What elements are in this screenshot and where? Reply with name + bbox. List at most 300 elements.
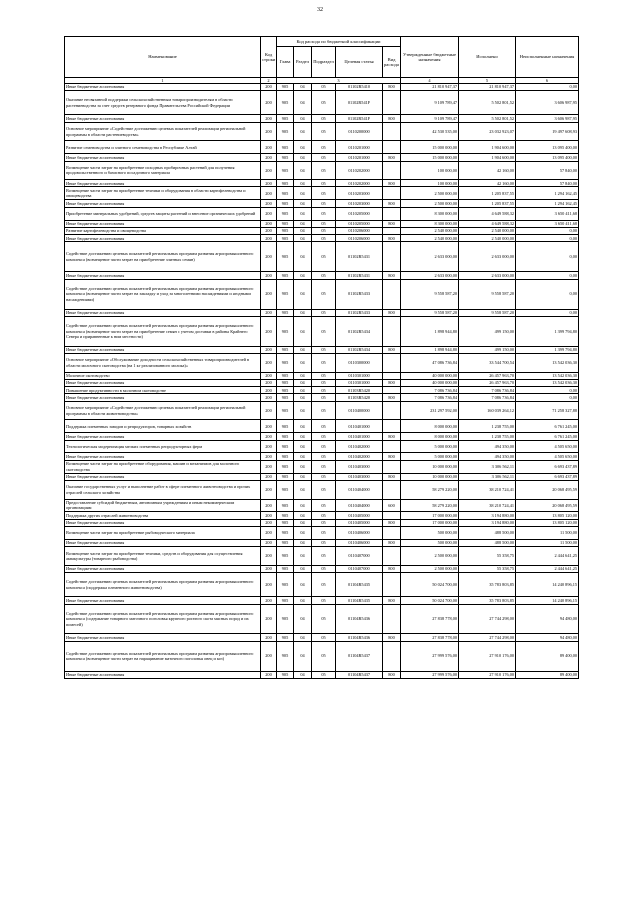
table-row <box>65 547 579 566</box>
row-code: 200 <box>261 604 277 634</box>
row-chapter: 905 <box>277 161 294 180</box>
row-name: Содействие достижению целевых показателей региональных программ развития агропромышленного комплекса (возмещение части затрат на закладку и уход за многолетними насаждениями и ягодными насаждениями) <box>65 279 261 309</box>
row-name: Технологическая модернизация мелких племенных репродукторных ферм <box>65 440 261 453</box>
row-subsection: 05 <box>312 227 336 234</box>
row-chapter: 905 <box>277 519 294 526</box>
row-unexecuted: 94 480,00 <box>516 634 579 641</box>
row-section: 04 <box>294 512 312 519</box>
table-row <box>65 604 579 634</box>
row-section: 04 <box>294 547 312 566</box>
row-target: 01102R5431 <box>336 242 383 272</box>
table-row <box>65 122 579 141</box>
row-section: 04 <box>294 604 312 634</box>
row-expense-type <box>383 141 401 154</box>
row-name: Возмещение части затрат на приобретение техники и оборудования в области картофелеводства и овощеводства <box>65 187 261 200</box>
row-subsection: 05 <box>312 207 336 220</box>
row-section: 04 <box>294 671 312 678</box>
row-expense-type: 800 <box>383 346 401 353</box>
row-expense-type: 800 <box>383 671 401 678</box>
row-target: 0110407000 <box>336 547 383 566</box>
row-approved: 47 086 736,84 <box>401 353 459 372</box>
table-row <box>65 235 579 242</box>
row-chapter: 905 <box>277 372 294 379</box>
row-code: 200 <box>261 272 277 279</box>
row-approved: 500 000,00 <box>401 527 459 540</box>
row-approved: 2 500 000,00 <box>401 200 459 207</box>
row-unexecuted: 1 399 794,80 <box>516 316 579 346</box>
row-name: Содействие достижению целевых показателей региональных программ развития агропромышленного комплекса (содержание товарного маточного поголовья крупного рогатого скота мясных пород и их помесей) <box>65 604 261 634</box>
row-approved: 17 000 000,00 <box>401 512 459 519</box>
row-name: Иные бюджетные ассигнования <box>65 519 261 526</box>
row-code: 200 <box>261 207 277 220</box>
row-name: Иные бюджетные ассигнования <box>65 115 261 122</box>
table-row <box>65 433 579 440</box>
row-target: 0110403000 <box>336 460 383 473</box>
row-unexecuted: 1 399 794,80 <box>516 346 579 353</box>
row-approved: 15 000 000,00 <box>401 141 459 154</box>
row-executed: 3 306 562,11 <box>459 473 516 480</box>
row-name: Повышение продуктивности в молочном скотоводстве <box>65 387 261 394</box>
row-approved: 8 300 000,00 <box>401 207 459 220</box>
row-target: 0110406000 <box>336 539 383 546</box>
row-name: Иные бюджетные ассигнования <box>65 84 261 91</box>
row-code: 200 <box>261 187 277 200</box>
row-approved: 50 024 700,00 <box>401 573 459 597</box>
row-executed: 1 238 755,00 <box>459 433 516 440</box>
row-approved: 1 898 944,80 <box>401 346 459 353</box>
row-target: 0110400000 <box>336 401 383 420</box>
row-section: 04 <box>294 91 312 115</box>
row-code: 200 <box>261 597 277 604</box>
row-target: 0110203000 <box>336 200 383 207</box>
row-expense-type: 800 <box>383 597 401 604</box>
row-unexecuted: 3 606 987,95 <box>516 115 579 122</box>
row-section: 04 <box>294 200 312 207</box>
table-row <box>65 242 579 272</box>
row-executed: 38 210 724,41 <box>459 480 516 499</box>
row-chapter: 905 <box>277 272 294 279</box>
row-chapter: 905 <box>277 641 294 671</box>
row-expense-type: 800 <box>383 84 401 91</box>
row-subsection: 05 <box>312 180 336 187</box>
row-expense-type <box>383 480 401 499</box>
row-executed: 5 502 801,52 <box>459 91 516 115</box>
row-section: 04 <box>294 539 312 546</box>
row-target: 01102R5434 <box>336 346 383 353</box>
row-expense-type: 800 <box>383 154 401 161</box>
row-executed: 35 783 803,85 <box>459 573 516 597</box>
budget-execution-table <box>64 36 579 679</box>
row-code: 200 <box>261 91 277 115</box>
row-chapter: 905 <box>277 473 294 480</box>
row-section: 04 <box>294 379 312 386</box>
row-code: 200 <box>261 499 277 512</box>
row-approved: 7 086 736,84 <box>401 387 459 394</box>
row-expense-type: 800 <box>383 433 401 440</box>
row-unexecuted: 94 480,00 <box>516 604 579 634</box>
table-row <box>65 641 579 671</box>
row-target: 0110202000 <box>336 180 383 187</box>
row-target: 0110201000 <box>336 154 383 161</box>
row-section: 04 <box>294 235 312 242</box>
row-expense-type <box>383 573 401 597</box>
header-code: Код строки <box>261 37 277 78</box>
row-chapter: 905 <box>277 387 294 394</box>
row-name: Содействие достижению целевых показателей региональных программ развития агропромышленного комплекса (поддержка племенного животноводства) <box>65 573 261 597</box>
row-executed: 3 194 880,00 <box>459 512 516 519</box>
table-row <box>65 394 579 401</box>
row-target: 0110301000 <box>336 372 383 379</box>
row-expense-type: 800 <box>383 180 401 187</box>
header-target: Целевая статья <box>336 47 383 78</box>
row-chapter: 905 <box>277 279 294 309</box>
row-subsection: 05 <box>312 91 336 115</box>
row-name: Возмещение части затрат на приобретение оборудования, машин и механизмов для молочного скотоводства <box>65 460 261 473</box>
header-index: 3 <box>277 78 401 84</box>
table-row <box>65 480 579 499</box>
page-number: 32 <box>317 7 323 13</box>
row-approved: 2 540 000,00 <box>401 227 459 234</box>
row-expense-type <box>383 91 401 115</box>
row-expense-type <box>383 641 401 671</box>
table-row <box>65 316 579 346</box>
table-row <box>65 499 579 512</box>
row-code: 200 <box>261 242 277 272</box>
row-unexecuted: 57 840,00 <box>516 161 579 180</box>
row-target: 0110406000 <box>336 527 383 540</box>
row-name: Оказание несвязанной поддержки сельскохозяйственным товаропроизводителям в области растениеводства за счет средств резервного фонда Правительства Российской Федерации <box>65 91 261 115</box>
row-section: 04 <box>294 394 312 401</box>
row-target: 01102R541F <box>336 115 383 122</box>
row-code: 200 <box>261 227 277 234</box>
row-section: 04 <box>294 279 312 309</box>
row-expense-type <box>383 227 401 234</box>
row-chapter: 905 <box>277 565 294 572</box>
row-name: Иные бюджетные ассигнования <box>65 394 261 401</box>
row-unexecuted: 4 505 650,00 <box>516 440 579 453</box>
row-chapter: 905 <box>277 346 294 353</box>
row-section: 04 <box>294 453 312 460</box>
row-approved: 1 898 944,80 <box>401 316 459 346</box>
row-expense-type <box>383 242 401 272</box>
table-row <box>65 141 579 154</box>
row-subsection: 05 <box>312 634 336 641</box>
row-name: Иные бюджетные ассигнования <box>65 309 261 316</box>
row-expense-type <box>383 512 401 519</box>
row-executed: 55 358,75 <box>459 565 516 572</box>
row-code: 200 <box>261 433 277 440</box>
table-row <box>65 512 579 519</box>
row-chapter: 905 <box>277 207 294 220</box>
table-row <box>65 220 579 227</box>
row-unexecuted: 3 606 987,95 <box>516 91 579 115</box>
row-subsection: 05 <box>312 527 336 540</box>
row-code: 200 <box>261 539 277 546</box>
row-executed: 38 210 724,41 <box>459 499 516 512</box>
row-subsection: 05 <box>312 353 336 372</box>
table-body <box>65 84 579 679</box>
row-subsection: 05 <box>312 346 336 353</box>
row-unexecuted: 14 240 896,15 <box>516 597 579 604</box>
row-approved: 2 540 000,00 <box>401 235 459 242</box>
row-chapter: 905 <box>277 573 294 597</box>
row-subsection: 05 <box>312 84 336 91</box>
row-executed: 1 238 755,00 <box>459 420 516 433</box>
row-chapter: 905 <box>277 634 294 641</box>
row-subsection: 05 <box>312 440 336 453</box>
row-executed: 27 910 176,00 <box>459 641 516 671</box>
row-name: Иные бюджетные ассигнования <box>65 200 261 207</box>
row-target: 01102R5410 <box>336 84 383 91</box>
table-row <box>65 227 579 234</box>
row-expense-type <box>383 604 401 634</box>
row-subsection: 05 <box>312 200 336 207</box>
row-name: Приобретение минеральных удобрений, средств защиты растений и внесение органических удобрений <box>65 207 261 220</box>
row-name: Иные бюджетные ассигнования <box>65 235 261 242</box>
row-code: 200 <box>261 527 277 540</box>
row-executed: 7 086 736,84 <box>459 387 516 394</box>
row-executed: 7 086 736,84 <box>459 394 516 401</box>
row-unexecuted: 71 258 327,88 <box>516 401 579 420</box>
row-unexecuted: 20 068 495,59 <box>516 499 579 512</box>
row-approved: 42 530 535,00 <box>401 122 459 141</box>
header-chapter: Глава <box>277 47 294 78</box>
row-executed: 42 160,00 <box>459 180 516 187</box>
row-section: 04 <box>294 115 312 122</box>
row-name: Иные бюджетные ассигнования <box>65 346 261 353</box>
table-row <box>65 91 579 115</box>
row-target: 01104R5436 <box>336 604 383 634</box>
table-row <box>65 671 579 678</box>
row-target: 01102R541F <box>336 91 383 115</box>
row-name: Иные бюджетные ассигнования <box>65 220 261 227</box>
row-name: Возмещение части затрат на приобретение рыбоводческого материала <box>65 527 261 540</box>
row-unexecuted: 13 805 120,00 <box>516 512 579 519</box>
row-target: 0110203000 <box>336 187 383 200</box>
row-expense-type <box>383 372 401 379</box>
header-section: Раздел <box>294 47 312 78</box>
row-executed: 160 039 264,12 <box>459 401 516 420</box>
row-section: 04 <box>294 565 312 572</box>
row-unexecuted: 1 294 162,45 <box>516 187 579 200</box>
row-chapter: 905 <box>277 91 294 115</box>
row-unexecuted: 13 542 036,30 <box>516 353 579 372</box>
row-chapter: 905 <box>277 316 294 346</box>
row-section: 04 <box>294 401 312 420</box>
row-chapter: 905 <box>277 597 294 604</box>
row-name: Возмещение части затрат на приобретение техники, средств и оборудования для осуществления аквакультуры (товарного рыбоводства) <box>65 547 261 566</box>
row-approved: 27 838 778,00 <box>401 604 459 634</box>
row-code: 200 <box>261 547 277 566</box>
table-row <box>65 401 579 420</box>
row-expense-type: 800 <box>383 394 401 401</box>
row-subsection: 05 <box>312 379 336 386</box>
header-executed: Исполнено <box>459 37 516 78</box>
row-unexecuted: 0,00 <box>516 235 579 242</box>
row-expense-type <box>383 187 401 200</box>
row-approved: 5 000 000,00 <box>401 453 459 460</box>
table-row <box>65 634 579 641</box>
row-executed: 42 160,00 <box>459 161 516 180</box>
header-index: 4 <box>401 78 459 84</box>
row-unexecuted: 6 693 437,89 <box>516 473 579 480</box>
header-index: 1 <box>65 78 261 84</box>
row-chapter: 905 <box>277 115 294 122</box>
row-section: 04 <box>294 161 312 180</box>
row-code: 200 <box>261 309 277 316</box>
row-code: 200 <box>261 200 277 207</box>
row-chapter: 905 <box>277 242 294 272</box>
header-index: 2 <box>261 78 277 84</box>
row-approved: 100 000,00 <box>401 161 459 180</box>
row-name: Иные бюджетные ассигнования <box>65 565 261 572</box>
row-approved: 15 000 000,00 <box>401 154 459 161</box>
row-unexecuted: 0,00 <box>516 242 579 272</box>
table-row <box>65 154 579 161</box>
row-target: 01102R5433 <box>336 279 383 309</box>
row-expense-type <box>383 161 401 180</box>
row-expense-type <box>383 316 401 346</box>
row-approved: 40 000 000,00 <box>401 379 459 386</box>
row-name: Иные бюджетные ассигнования <box>65 379 261 386</box>
row-code: 200 <box>261 480 277 499</box>
row-name: Оказание государственных услуг и выполнение работ в сфере племенного животноводства и прочих отраслей сельского хозяйства <box>65 480 261 499</box>
row-subsection: 05 <box>312 316 336 346</box>
row-unexecuted: 6 761 245,00 <box>516 420 579 433</box>
row-target: 01104R5435 <box>336 573 383 597</box>
row-section: 04 <box>294 499 312 512</box>
table-row <box>65 519 579 526</box>
row-approved: 58 279 220,00 <box>401 499 459 512</box>
row-approved: 21 810 947,37 <box>401 84 459 91</box>
row-approved: 9 558 587,20 <box>401 279 459 309</box>
row-approved: 17 000 000,00 <box>401 519 459 526</box>
table-row <box>65 346 579 353</box>
row-subsection: 05 <box>312 473 336 480</box>
row-expense-type <box>383 440 401 453</box>
row-executed: 494 350,00 <box>459 453 516 460</box>
row-name: Развитие семеноводства и элитного семеноводства в Республике Алтай <box>65 141 261 154</box>
row-unexecuted: 0,00 <box>516 394 579 401</box>
row-expense-type <box>383 527 401 540</box>
row-code: 200 <box>261 154 277 161</box>
row-expense-type: 800 <box>383 379 401 386</box>
table-row <box>65 597 579 604</box>
table-row <box>65 161 579 180</box>
row-unexecuted: 2 444 641,25 <box>516 565 579 572</box>
row-target: 0110405000 <box>336 512 383 519</box>
row-target: 0110401000 <box>336 433 383 440</box>
row-name: Иные бюджетные ассигнования <box>65 473 261 480</box>
row-section: 04 <box>294 433 312 440</box>
row-subsection: 05 <box>312 141 336 154</box>
row-chapter: 905 <box>277 453 294 460</box>
row-name: Поддержка племенных заводов и репродукторов, товарных хозяйств <box>65 420 261 433</box>
row-code: 200 <box>261 115 277 122</box>
row-subsection: 05 <box>312 547 336 566</box>
row-unexecuted: 89 400,00 <box>516 641 579 671</box>
row-target: 0110403000 <box>336 473 383 480</box>
row-chapter: 905 <box>277 84 294 91</box>
row-unexecuted: 20 068 495,59 <box>516 480 579 499</box>
row-code: 200 <box>261 279 277 309</box>
row-code: 200 <box>261 379 277 386</box>
row-subsection: 05 <box>312 597 336 604</box>
row-code: 200 <box>261 671 277 678</box>
row-subsection: 05 <box>312 387 336 394</box>
row-expense-type: 800 <box>383 200 401 207</box>
row-subsection: 05 <box>312 309 336 316</box>
row-unexecuted: 0,00 <box>516 84 579 91</box>
row-subsection: 05 <box>312 235 336 242</box>
row-subsection: 05 <box>312 272 336 279</box>
row-section: 04 <box>294 187 312 200</box>
row-name: Иные бюджетные ассигнования <box>65 671 261 678</box>
row-section: 04 <box>294 141 312 154</box>
row-target: 01104R5437 <box>336 641 383 671</box>
row-code: 200 <box>261 641 277 671</box>
row-section: 04 <box>294 440 312 453</box>
row-subsection: 05 <box>312 122 336 141</box>
row-section: 04 <box>294 220 312 227</box>
row-target: 0110405000 <box>336 519 383 526</box>
row-section: 04 <box>294 309 312 316</box>
row-target: 0110401000 <box>336 420 383 433</box>
row-approved: 2 500 000,00 <box>401 547 459 566</box>
row-code: 200 <box>261 141 277 154</box>
row-target: 0110402000 <box>336 453 383 460</box>
row-approved: 2 500 000,00 <box>401 565 459 572</box>
row-name: Иные бюджетные ассигнования <box>65 634 261 641</box>
row-subsection: 05 <box>312 433 336 440</box>
row-chapter: 905 <box>277 433 294 440</box>
row-code: 200 <box>261 519 277 526</box>
row-chapter: 905 <box>277 440 294 453</box>
row-unexecuted: 13 805 120,00 <box>516 519 579 526</box>
row-code: 200 <box>261 453 277 460</box>
row-name: Иные бюджетные ассигнования <box>65 539 261 546</box>
row-code: 200 <box>261 634 277 641</box>
table-row <box>65 84 579 91</box>
row-expense-type: 600 <box>383 499 401 512</box>
row-unexecuted: 2 444 641,25 <box>516 547 579 566</box>
row-section: 04 <box>294 473 312 480</box>
row-unexecuted: 13 542 036,30 <box>516 379 579 386</box>
row-section: 04 <box>294 480 312 499</box>
row-name: Основное мероприятие «Содействие достижению целевых показателей реализации региональной программы в области растениеводства» <box>65 122 261 141</box>
row-subsection: 05 <box>312 565 336 572</box>
row-executed: 2 633 000,00 <box>459 272 516 279</box>
row-section: 04 <box>294 420 312 433</box>
table-row <box>65 379 579 386</box>
row-chapter: 905 <box>277 604 294 634</box>
row-executed: 55 358,75 <box>459 547 516 566</box>
row-code: 200 <box>261 316 277 346</box>
row-subsection: 05 <box>312 401 336 420</box>
row-subsection: 05 <box>312 154 336 161</box>
row-chapter: 905 <box>277 154 294 161</box>
row-expense-type: 800 <box>383 453 401 460</box>
row-executed: 1 205 837,55 <box>459 187 516 200</box>
row-approved: 9 109 789,47 <box>401 91 459 115</box>
row-expense-type <box>383 547 401 566</box>
row-unexecuted: 89 400,00 <box>516 671 579 678</box>
row-chapter: 905 <box>277 671 294 678</box>
row-executed: 494 350,00 <box>459 440 516 453</box>
table-row <box>65 565 579 572</box>
row-target: 0110206000 <box>336 235 383 242</box>
row-approved: 58 279 220,00 <box>401 480 459 499</box>
